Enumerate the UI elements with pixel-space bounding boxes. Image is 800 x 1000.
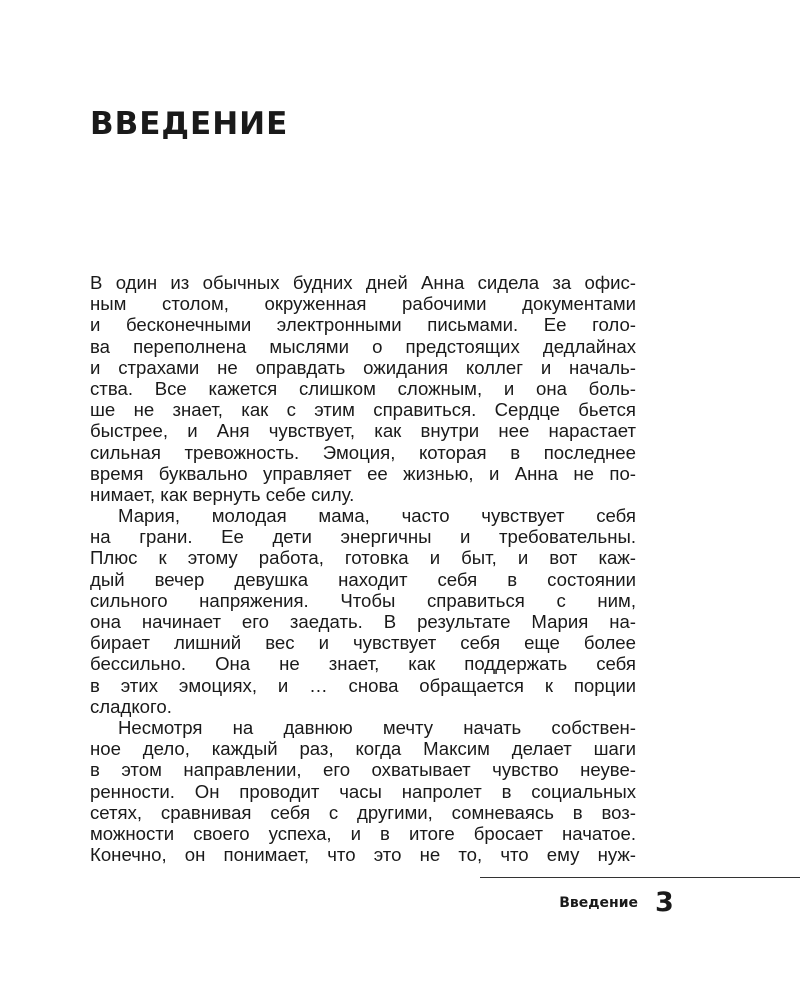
text-line: быстрее, и Аня чувствует, как внутри нее нарастает [90,420,636,442]
text-line: Мария, молодая мама, часто чувствует себя [118,505,636,527]
text-line: В один из обычных будних дней Анна сидела за офис- [90,272,636,293]
body-text [90,272,636,865]
text-line: сладкого. [90,695,172,717]
text-line: Конечно, он понимает, что это не то, что ему нуж- [90,844,636,866]
text-line: и страхами не оправдать ожидания коллег и началь- [90,356,636,378]
paragraph [90,717,636,865]
page-number: 3 [655,887,674,918]
text-line: Плюс к этому работа, готовка и быт, и вот каж- [90,547,636,569]
text-line: можности своего успеха, и в итоге бросает начатое. [90,822,636,844]
text-line: бирает лишний вес и чувствует себя еще более [90,632,636,654]
text-line: и бесконечными электронными письмами. Ее голо- [90,314,636,336]
running-head: Введение [559,895,638,911]
paragraph [90,505,636,717]
footer-divider [480,877,800,878]
text-line: дый вечер девушка находит себя в состоянии [90,568,636,590]
text-line: ное дело, каждый раз, когда Максим делает шаги [90,738,636,760]
text-line: ренности. Он проводит часы напролет в социальных [90,780,636,802]
text-line: ства. Все кажется слишком сложным, и она боль- [90,377,636,399]
text-line: нимает, как вернуть себе силу. [90,483,355,505]
text-line: в этом направлении, его охватывает чувство неуве- [90,759,636,781]
text-line: ше не знает, как с этим справиться. Сердце бьется [90,399,636,421]
text-line: ва переполнена мыслями о предстоящих дедлайнах [90,335,636,357]
text-line: сильная тревожность. Эмоция, которая в последнее [90,441,636,463]
text-line: сильного напряжения. Чтобы справиться с ним, [90,589,636,611]
text-line: ным столом, окруженная рабочими документами [90,293,636,315]
paragraph [90,272,636,505]
chapter-title: ВВЕДЕНИЕ [90,106,289,142]
text-line: сетях, сравнивая себя с другими, сомневаясь в воз- [90,801,636,823]
text-line: в этих эмоциях, и … снова обращается к порции [90,674,636,696]
text-line: на грани. Ее дети энергичны и требовательны. [90,526,636,548]
text-line: время буквально управляет ее жизнью, и Анна не по- [90,462,636,484]
text-line: бессильно. Она не знает, как поддержать себя [90,653,636,675]
text-line: она начинает его заедать. В результате Мария на- [90,611,636,632]
text-line: Несмотря на давнюю мечту начать собствен- [118,716,636,738]
